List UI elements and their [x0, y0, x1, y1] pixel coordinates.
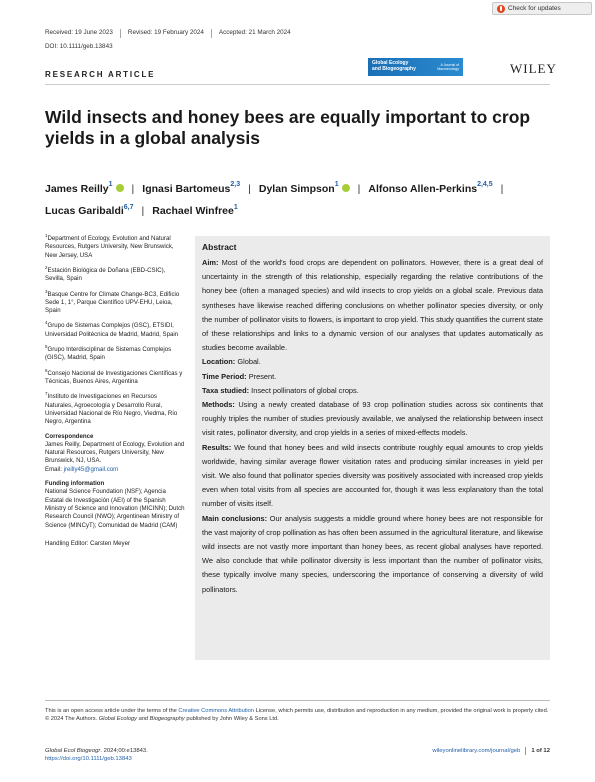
author-affiliation-number: 1 [334, 181, 339, 188]
author-affiliation-number: 2,4,5 [477, 181, 493, 188]
check-updates-label: Check for updates [508, 5, 561, 12]
handling-editor: Handling Editor: Carsten Meyer [45, 539, 131, 547]
affiliation-number: 5 [45, 344, 48, 350]
author-name: James Reilly [45, 182, 109, 195]
abstract-location: Location: Global. [202, 357, 261, 367]
author-list [45, 176, 545, 221]
correspondence-heading: Correspondence [45, 432, 94, 440]
doi-link[interactable]: https://doi.org/10.1111/geb.13843 [45, 756, 132, 762]
date-separator [211, 29, 212, 38]
funding-heading: Funding information [45, 480, 105, 488]
abstract-taxa: Taxa studied: Insect pollinators of global crops. [202, 385, 359, 395]
author-affiliation-number: 6,7 [123, 203, 134, 211]
abstract-aim: Aim: Most of the world's food crops are dependent on pollinators. However, there is a great deal of uncertainty in the strength of this relationship, especially regarding the relative contributions of the honey bee (often a managed species) and wild insects to crop yields on a global scale. Previous data syntheses have likewise reached differing conclusions on whether pollinator species diversity, or only the number of pollinator visits to flowers, is important to crop yield. This study quantifies the current state of these relationships and links to a dynamic version of our analyses that updates automatically as studies become available. [202, 258, 543, 353]
affiliation-number: 2 [45, 264, 48, 270]
author-name: Dylan Simpson [258, 182, 335, 195]
revised-date: Revised: 19 February 2024 [127, 29, 204, 36]
funding-text: National Science Foundation (NSF); Agencia Estatal de Investigación (AEI) of the Spanish Ministry of Science and Innovation (MICINN); Dutch Research Council (NWO); Argentinean Ministry of Science (MINCyT); Comunidad de Madrid (CAM) [45, 488, 185, 529]
license-text: This is an open access article under the terms of the Creative Commons Attribution License, which permits use, distribution and reproduction in any medium, provided the original work is properly cited. [45, 708, 549, 714]
affiliation-number: 3 [45, 288, 48, 294]
affiliation-number: 4 [45, 320, 48, 326]
affiliation-text: Consejo Nacional de Investigaciones Científicas y Técnicas, Buenos Aires, Argentina [45, 369, 183, 386]
affiliation [45, 232, 185, 260]
article-type: RESEARCH ARTICLE [45, 70, 156, 79]
correspondence-email-line: Email: jreilly45@gmail.com [45, 465, 119, 473]
author[interactable] [152, 205, 238, 217]
author[interactable] [259, 183, 350, 195]
author-name: Ignasi Bartomeus [142, 182, 231, 195]
license-notice [45, 707, 550, 723]
abstract-conclusions: Main conclusions: Our analysis suggests a middle ground where honey bees are not responsible for the vast majority of crop pollination as has often been assumed in the agricultural literature, and likewise wild insects are not vastly more important than honey bees, as recent global analyses have reported. We also conclude that while pollinator diversity is less important than the number of pollinator visits, these typically involve many species, underscoring the importance of conserving a diversity of wild pollinators. [202, 513, 543, 594]
correspondence-text: James Reilly, Department of Ecology, Evolution and Natural Resources, Rutgers University, New Brunswick, NJ, USA. [45, 440, 185, 465]
page-number: 1 of 12 [531, 748, 550, 754]
author-affiliation-number: 1 [108, 181, 113, 188]
author-separator: | [248, 182, 251, 195]
orcid-icon[interactable] [116, 184, 124, 192]
footer-divider [45, 700, 550, 701]
affiliation [45, 390, 185, 426]
affiliation [45, 319, 185, 339]
journal-logo[interactable] [368, 58, 463, 76]
author[interactable] [45, 205, 134, 217]
affiliation-number: 1 [45, 233, 48, 238]
accepted-date: Accepted: 21 March 2024 [218, 29, 291, 36]
publisher-logo: WILEY [510, 61, 557, 76]
author-separator: | [357, 182, 361, 195]
journal-url-link[interactable]: wileyonlinelibrary.com/journal/geb [432, 748, 521, 754]
author[interactable] [142, 183, 240, 195]
journal-logo-title: Global Ecology and Biogeography [372, 60, 416, 72]
author-name: Rachael Winfree [152, 205, 234, 217]
affiliation [45, 288, 185, 316]
publication-dates [45, 29, 291, 38]
check-updates-icon [497, 5, 505, 13]
email-link[interactable]: jreilly45@gmail.com [63, 465, 119, 473]
correspondence [45, 433, 185, 474]
footer-separator [525, 747, 526, 755]
journal-logo-subtitle: A Journal of Macroecology [437, 63, 459, 71]
affiliation [45, 367, 185, 387]
copyright-text: © 2024 The Authors. Global Ecology and Biogeography published by John Wiley & Sons Ltd. [45, 716, 279, 722]
abstract-time-period: Time Period: Present. [202, 371, 277, 381]
article-title: Wild insects and honey bees are equally important to crop yields in a global analysis [45, 107, 531, 148]
author-affiliation-number: 1 [233, 203, 238, 211]
affiliation-number: 6 [45, 367, 48, 373]
author-separator: | [500, 182, 504, 195]
author-affiliation-number: 2,3 [230, 181, 241, 188]
affiliation [45, 264, 185, 284]
author-separator: | [131, 182, 135, 195]
citation-text: Global Ecol Biogeogr. 2024;00:e13843. [45, 748, 148, 754]
affiliation-text: Department of Ecology, Evolution and Natural Resources, Rutgers University, New Brunswick, New Jersey, USA [45, 235, 174, 259]
affiliation-text: Grupo de Sistemas Complejos (GSC), ETSIDI, Universidad Politécnica de Madrid, Madrid, Spain [45, 322, 179, 338]
abstract-heading: Abstract [202, 242, 237, 252]
author-name: Alfonso Allen-Perkins [368, 182, 478, 195]
footer-right [432, 747, 550, 755]
affiliations [45, 232, 185, 427]
affiliation-number: 7 [45, 391, 48, 397]
abstract-methods: Methods: Using a newly created database of 93 crop pollination studies across six continents that roughly triples the number of studies previously available, we analysed the relationship between insect visit rates, pollinator diversity, and crop yields in a series of mixed-effects models. [202, 400, 543, 438]
check-for-updates-button[interactable] [492, 2, 592, 15]
header-divider [45, 84, 550, 85]
date-separator [120, 29, 121, 38]
author-name: Lucas Garibaldi [45, 205, 124, 217]
affiliation [45, 343, 185, 363]
author[interactable] [45, 183, 124, 195]
doi[interactable]: DOI: 10.1111/geb.13843 [45, 43, 113, 50]
affiliation-text: Estación Biológica de Doñana (EBD-CSIC), Sevilla, Spain [45, 266, 166, 283]
author-separator: | [141, 205, 145, 217]
article-sidebar [45, 232, 185, 554]
affiliation-text: Basque Centre for Climate Change-BC3, Edificio Sede 1, 1°, Parque Científico UPV-EHU, Leioa, Spain [45, 290, 180, 315]
orcid-icon[interactable] [342, 184, 350, 192]
received-date: Received: 19 June 2023 [45, 29, 113, 36]
abstract-box [195, 236, 550, 660]
creative-commons-link[interactable]: Creative Commons Attribution [178, 708, 254, 714]
author[interactable] [368, 183, 492, 195]
affiliation-text: Grupo Interdisciplinar de Sistemas Complejos (GISC), Madrid, Spain [45, 346, 172, 362]
affiliation-text: Instituto de Investigaciones en Recursos Naturales, Agroecología y Desarrollo Rural, Universidad Nacional de Río Negro, Viedma, Río Negro, Argentina [45, 393, 178, 426]
citation [45, 747, 148, 763]
abstract-results: Results: We found that honey bees and wild insects contribute roughly equal amounts to crop yields worldwide, having similar average flower visitation rates and producing similar increases in yield per visit. We also found that pollinator species diversity was positively associated with increased crop yields even when total visits from all species are accounted for, though it was less explanatory than the total number of visits itself. [202, 442, 543, 509]
funding-information [45, 480, 185, 530]
